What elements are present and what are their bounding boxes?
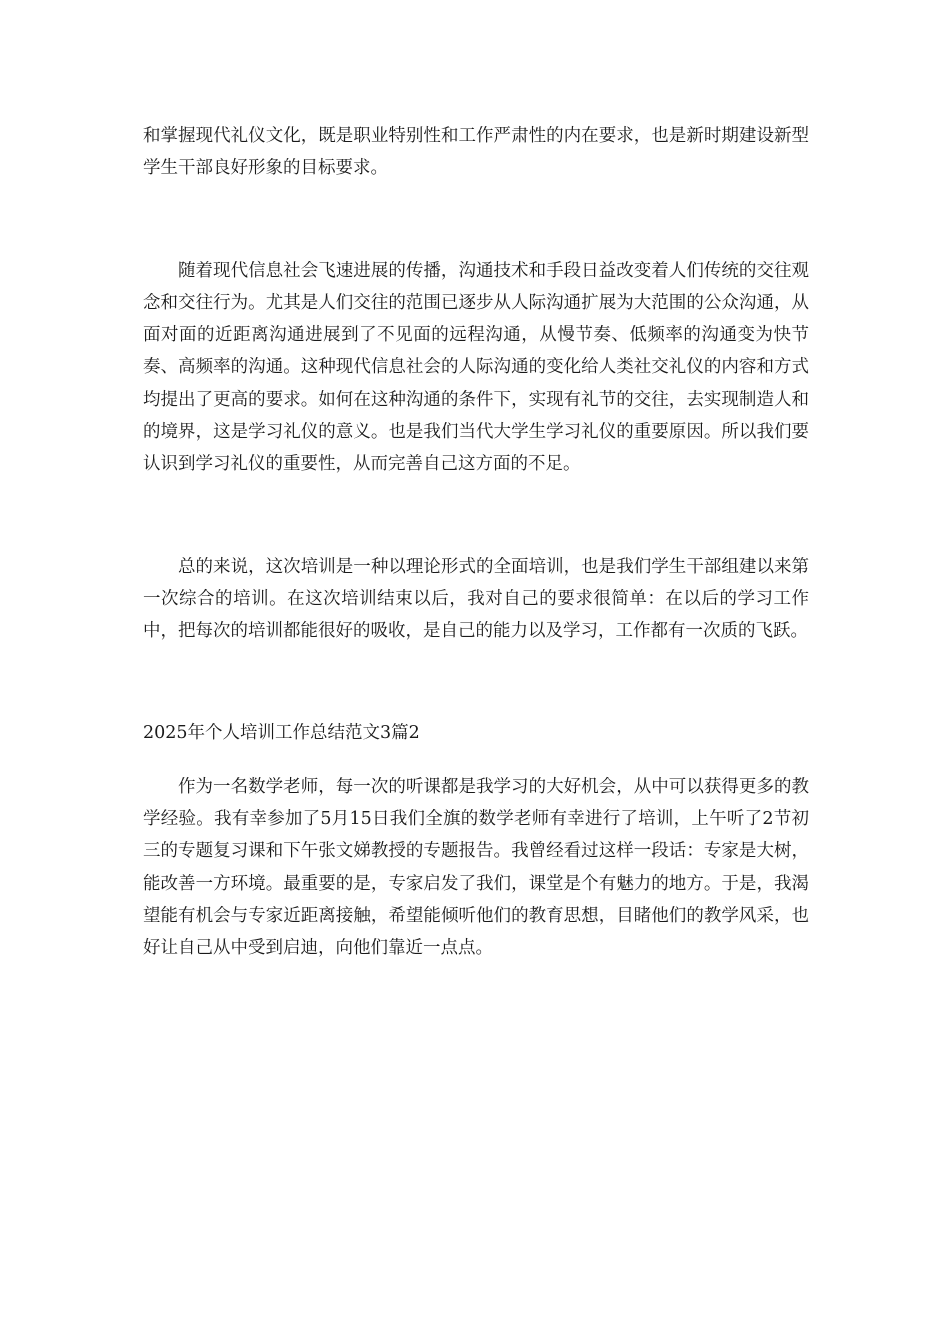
section-title: 2025年个人培训工作总结范文3篇2 [143, 722, 420, 743]
paragraph-summary: 总的来说，这次培训是一种以理论形式的全面培训，也是我们学生干部组建以来第一次综合的培训。在这次培训结束以后，我对自己的要求很简单：在以后的学习工作中，把每次的培训都能很好的吸收，是自己的能力以及学习，工作都有一次质的飞跃。 [143, 556, 809, 642]
document-page [143, 120, 809, 965]
paragraph-communication: 随着现代信息社会飞速进展的传播，沟通技术和手段日益改变着人们传统的交往观念和交往行为。尤其是人们交往的范围已逐步从人际沟通扩展为大范围的公众沟通，从面对面的近距离沟通进展到了不见面的远程沟通，从慢节奏、低频率的沟通变为快节奏、高频率的沟通。这种现代信息社会的人际沟通的变化给人类社交礼仪的内容和方式均提出了更高的要求。如何在这种沟通的条件下，实现有礼节的交往，去实现制造人和的境界，这是学习礼仪的意义。也是我们当代大学生学习礼仪的重要原因。所以我们要认识到学习礼仪的重要性，从而完善自己这方面的不足。 [143, 260, 809, 475]
paragraph-continuation: 和掌握现代礼仪文化，既是职业特别性和工作严肃性的内在要求，也是新时期建设新型学生干部良好形象的目标要求。 [143, 126, 809, 179]
paragraph-math-teacher: 作为一名数学老师，每一次的听课都是我学习的大好机会，从中可以获得更多的教学经验。我有幸参加了5月15日我们全旗的数学老师有幸进行了培训，上午听了2节初三的专题复习课和下午张文娣教授的专题报告。我曾经看过这样一段话：专家是大树，能改善一方环境。最重要的是，专家启发了我们，课堂是个有魅力的地方。于是，我渴望能有机会与专家近距离接触，希望能倾听他们的教育思想，目睹他们的教学风采，也好让自己从中受到启迪，向他们靠近一点点。 [143, 776, 809, 959]
